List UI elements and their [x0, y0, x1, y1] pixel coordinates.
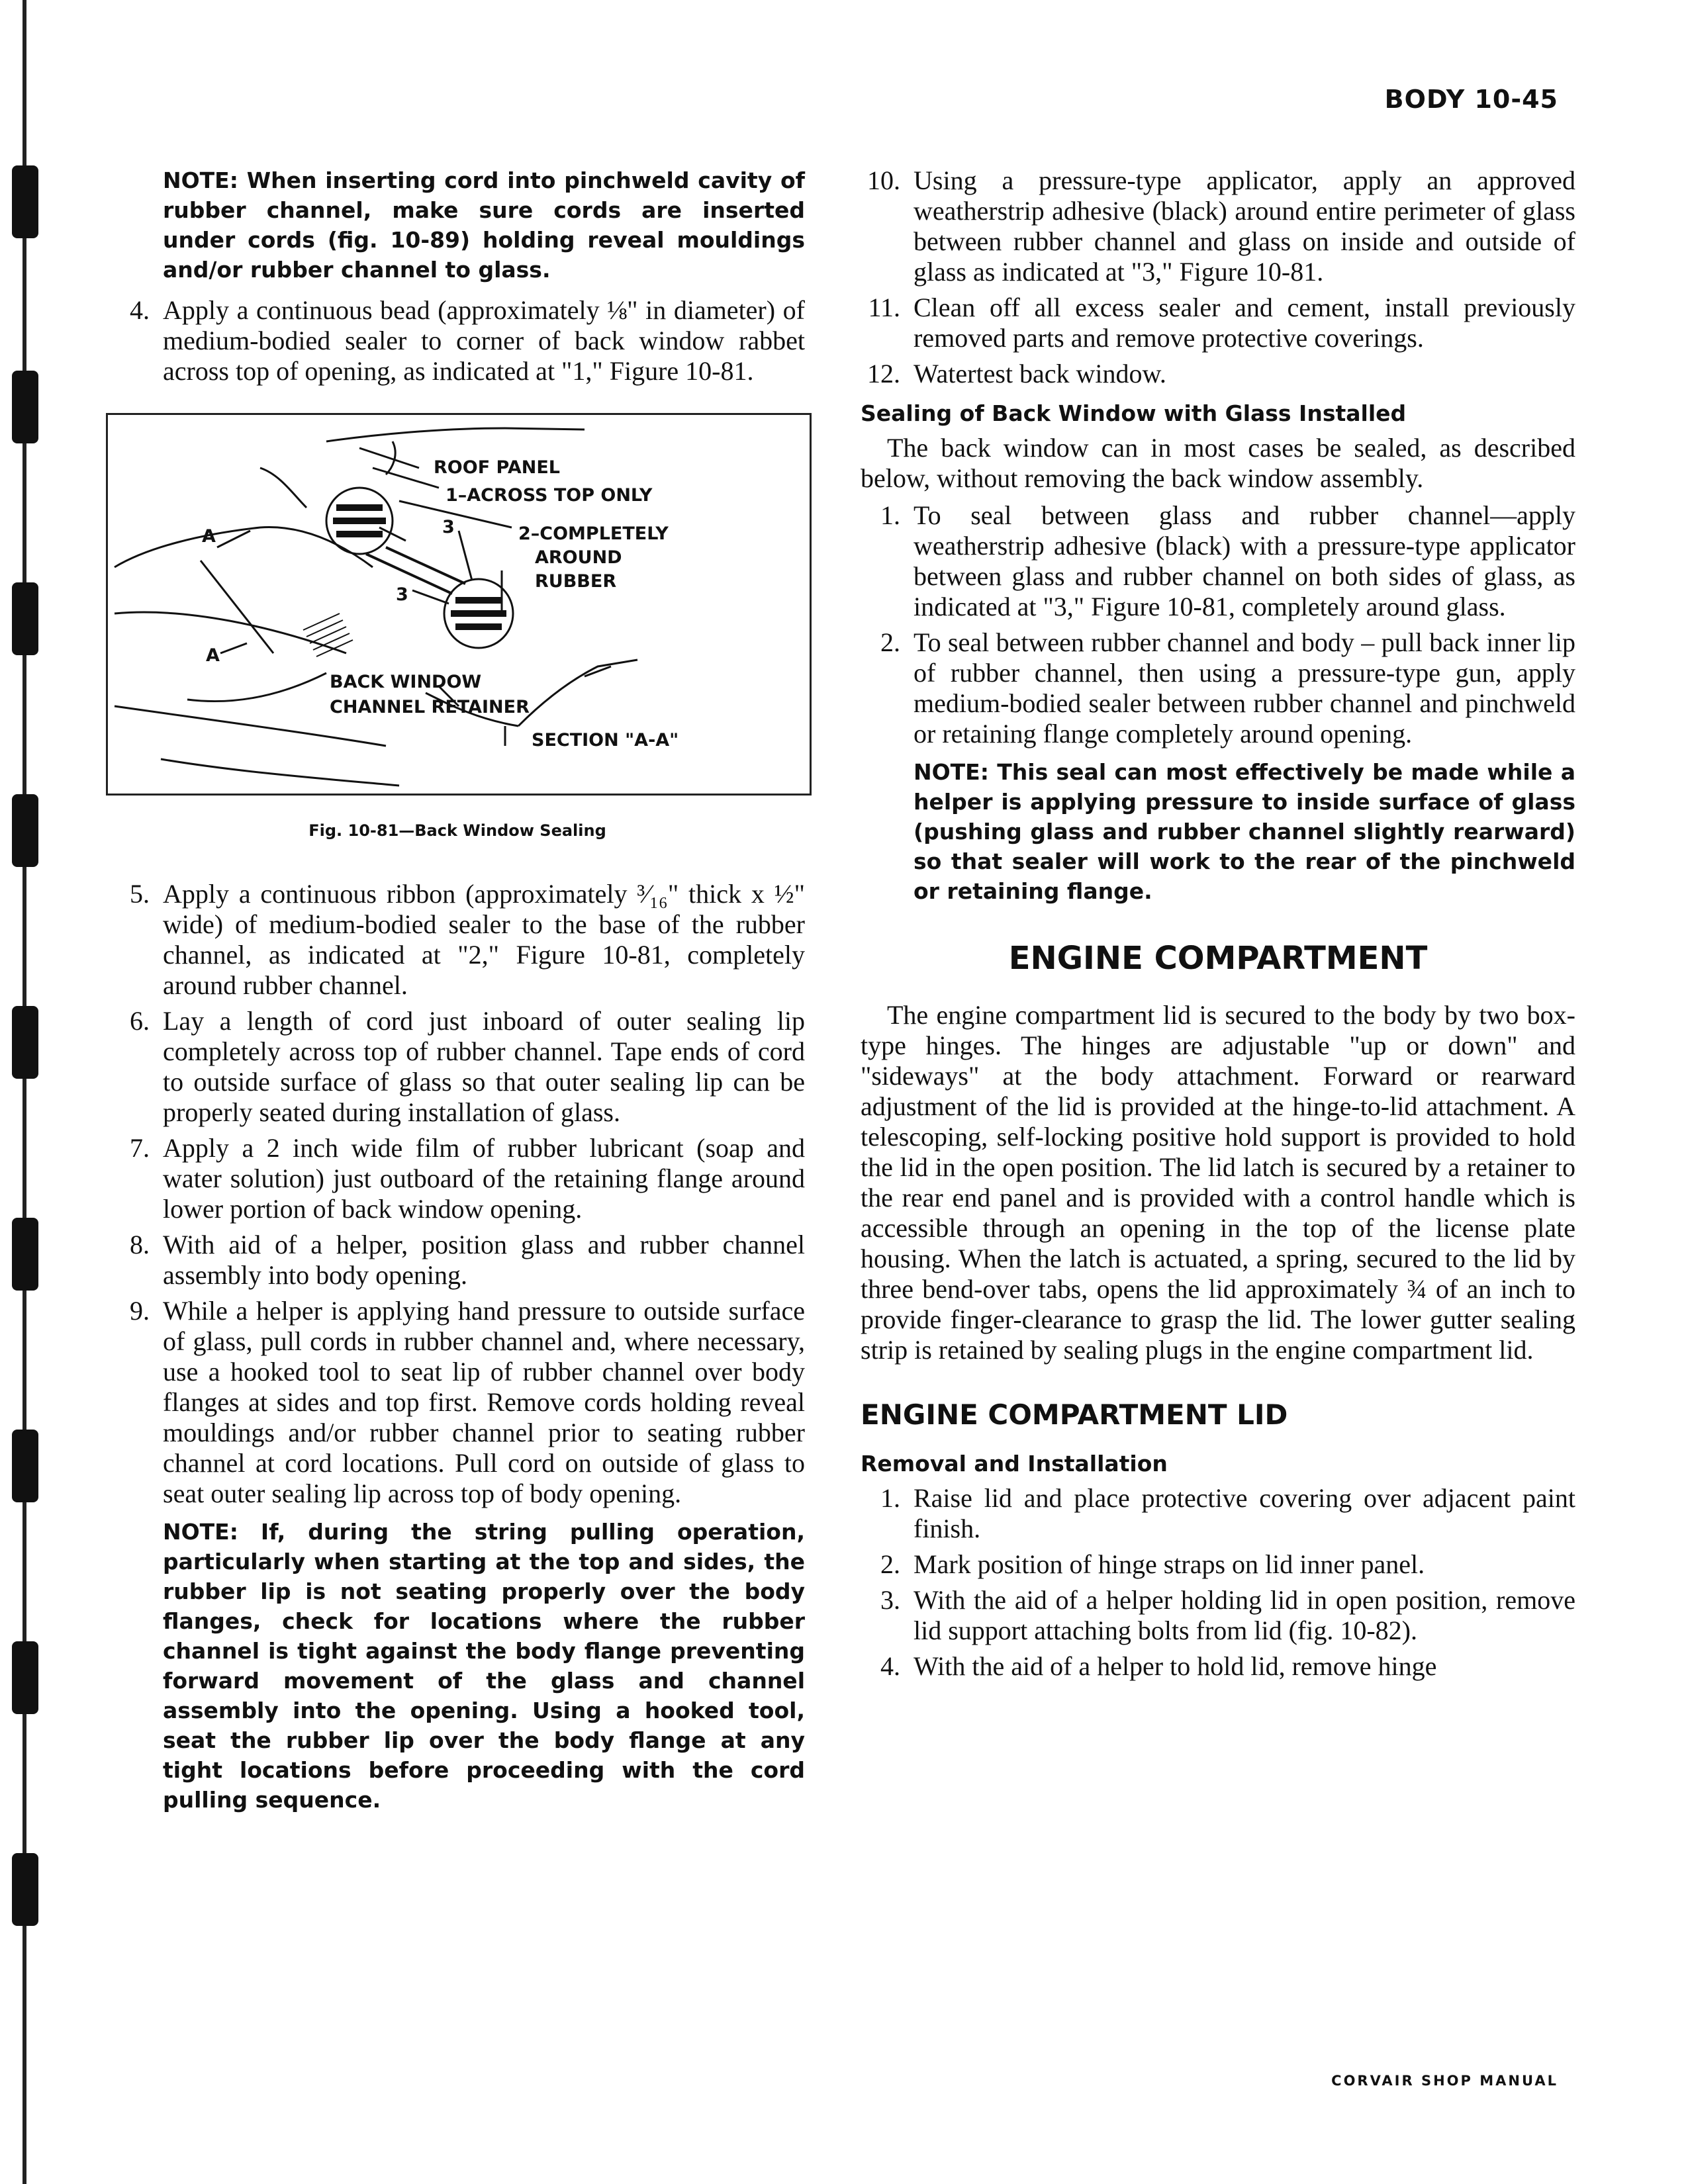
binding-hole — [12, 1430, 38, 1502]
page-header: BODY 10-45 — [1384, 85, 1558, 114]
subheading-removal: Removal and Installation — [861, 1451, 1168, 1477]
step-number: 4. — [880, 1651, 900, 1681]
label-three-b: 3 — [396, 584, 408, 605]
step-text: Mark position of hinge straps on lid inner panel. — [914, 1549, 1425, 1579]
step-text: Using a pressure-type applicator, apply an approved weatherstrip adhesive (black) around entire perimeter of glass between rubber channel and glass on inside and outside of glass as indicated at "3," Figure 10-81. — [914, 165, 1575, 287]
list-item — [110, 1133, 805, 1224]
list-item — [110, 1296, 805, 1509]
list-item — [110, 1230, 805, 1291]
left-column — [110, 165, 805, 1825]
step-number: 7. — [130, 1133, 150, 1163]
step-number: 1. — [880, 500, 900, 530]
removal-steps-list — [861, 1483, 1575, 1682]
label-section-a-a: SECTION "A-A" — [532, 730, 679, 751]
figure-caption: Fig. 10-81—Back Window Sealing — [308, 821, 606, 840]
binding-hole — [12, 1218, 38, 1291]
step-number: 3. — [880, 1585, 900, 1615]
step-text: With aid of a helper, position glass and rubber channel assembly into body opening. — [163, 1230, 805, 1290]
list-item — [110, 295, 805, 387]
step-number: 9. — [130, 1296, 150, 1326]
list-item — [110, 1006, 805, 1128]
label-around: AROUND — [535, 547, 622, 568]
list-item — [861, 293, 1575, 353]
step-text: To seal between glass and rubber channel—apply weatherstrip adhesive (black) with a pressure-type applicator between glass and rubber channel on both sides of glass, as indicated at "3," Figure 10-81, completely around glass. — [914, 500, 1575, 621]
step-number: 5. — [130, 879, 150, 909]
list-item — [861, 500, 1575, 622]
step-number: 6. — [130, 1006, 150, 1036]
step-number: 1. — [880, 1483, 900, 1513]
step-text: Apply a continuous ribbon (approximately ³⁄₁₆" thick x ½" wide) of medium-bodied sealer to the base of the rubber channel, as indicated at "2," Figure 10-81, completely around rubber channel. — [163, 879, 805, 1000]
subheading-sealing: Sealing of Back Window with Glass Installed — [861, 400, 1407, 426]
step-text: With the aid of a helper holding lid in open position, remove lid support attaching bolts from lid (fig. 10-82). — [914, 1585, 1575, 1645]
step-text: To seal between rubber channel and body – pull back inner lip of rubber channel, then using a pressure-type gun, apply medium-bodied sealer between rubber channel and pinchweld or retaining flange completely around opening. — [914, 627, 1575, 749]
list-item — [110, 879, 805, 1001]
back-window-diagram — [108, 415, 810, 794]
step-text: Apply a 2 inch wide film of rubber lubricant (soap and water solution) just outboard of the retaining flange around lower portion of back window opening. — [163, 1133, 805, 1224]
label-section-a-top: A — [202, 526, 216, 547]
list-item — [861, 1651, 1575, 1682]
step-number: 2. — [880, 1549, 900, 1579]
step-text: Apply a continuous bead (approximately ⅛" in diameter) of medium-bodied sealer to corner of back window rabbet across top of opening, as indicated at "1," Figure 10-81. — [163, 295, 805, 386]
steps-list-c — [861, 165, 1575, 389]
figure-back-window-sealing — [106, 413, 812, 796]
step-number: 10. — [867, 165, 900, 195]
label-rubber: RUBBER — [535, 571, 617, 592]
binding-edge — [0, 0, 41, 2184]
step-number: 2. — [880, 627, 900, 657]
step-text: While a helper is applying hand pressure to outside surface of glass, pull cords in rubber channel and, where necessary, use a hooked tool to seat lip of rubber channel over body flanges at sides and top first. Remove cords holding reveal mouldings and/or rubber channel prior to seating rubber channel at cord locations. Pull cord on outside of glass to seat outer sealing lip across top of body opening. — [163, 1296, 805, 1508]
step-text: With the aid of a helper to hold lid, remove hinge — [914, 1651, 1437, 1681]
steps-list-a — [110, 295, 805, 387]
label-across-top: 1–ACROSS TOP ONLY — [445, 485, 653, 506]
sealing-steps-list — [861, 500, 1575, 749]
step-number: 11. — [868, 293, 900, 322]
label-section-a-bottom: A — [206, 645, 220, 666]
list-item — [861, 165, 1575, 287]
label-three-a: 3 — [442, 517, 455, 537]
step-number: 4. — [130, 295, 150, 325]
label-completely: 2–COMPLETELY — [518, 523, 669, 544]
binding-hole — [12, 582, 38, 655]
step-text: Watertest back window. — [914, 359, 1166, 388]
engine-compartment-text: The engine compartment lid is secured to the body by two box-type hinges. The hinges are adjustable "up or down" and "sideways" at the body attachment. Forward or rearward adjustment of the lid is provided at the hinge-to-lid attachment. A telescoping, self-locking positive hold support is provided to hold the lid in the open position. The lid latch is secured by a retainer to the rear end panel and is provided with a control handle which is accessible through an opening in the top of the license plate housing. When the latch is actuated, a spring, secured to the lid by three bend-over tabs, opens the lid approximately ¾ of an inch to provide finger-clearance to grasp the lid. The lower gutter sealing strip is retained by sealing plugs in the engine compartment lid. — [861, 1000, 1575, 1365]
sealing-intro: The back window can in most cases be sealed, as described below, without removing the back window assembly. — [861, 433, 1575, 493]
step-text: Lay a length of cord just inboard of outer sealing lip completely across top of rubber channel. Tape ends of cord to outside surface of glass so that outer sealing lip can be properly seated during installation of glass. — [163, 1006, 805, 1127]
step-text: Clean off all excess sealer and cement, install previously removed parts and remove protective coverings. — [914, 293, 1575, 353]
section-heading-engine-lid: ENGINE COMPARTMENT LID — [861, 1398, 1288, 1431]
label-back-window: BACK WINDOW — [330, 672, 482, 692]
binding-hole — [12, 1006, 38, 1079]
binding-hole — [12, 165, 38, 238]
note-cord-insertion: NOTE: When inserting cord into pinchweld cavity of rubber channel, make sure cords are inserted under cords (fig. 10-89) holding reveal mouldings and/or rubber channel to glass. — [163, 167, 805, 283]
binding-hole — [12, 1853, 38, 1926]
list-item — [861, 1549, 1575, 1580]
label-roof-panel: ROOF PANEL — [434, 457, 560, 478]
binding-hole — [12, 794, 38, 867]
list-item — [861, 359, 1575, 389]
list-item — [861, 627, 1575, 749]
label-channel-retainer: CHANNEL RETAINER — [330, 697, 530, 717]
page-footer: CORVAIR SHOP MANUAL — [1331, 2073, 1558, 2089]
section-heading-engine-compartment: ENGINE COMPARTMENT — [1008, 940, 1428, 977]
binding-hole — [12, 371, 38, 443]
step-number: 12. — [867, 359, 900, 388]
step-text: Raise lid and place protective covering over adjacent paint finish. — [914, 1483, 1575, 1543]
step-number: 8. — [130, 1230, 150, 1259]
note-string-pulling: NOTE: If, during the string pulling operation, particularly when starting at the top and sides, the rubber lip is not seating properly over the body flanges, check for locations where the rubber channel is tight against the body flange preventing forward movement of the glass and channel assembly into the opening. Using a hooked tool, seat the rubber lip over the body flange at any tight locations before proceeding with the cord pulling sequence. — [163, 1519, 805, 1813]
steps-list-b — [110, 879, 805, 1509]
right-column — [861, 165, 1575, 1690]
list-item — [861, 1585, 1575, 1646]
binding-hole — [12, 1641, 38, 1714]
note-sealing: NOTE: This seal can most effectively be made while a helper is applying pressure to inside surface of glass (pushing glass and rubber channel slightly rearward) so that sealer will work to the rear of the pinchweld or retaining flange. — [914, 759, 1575, 904]
list-item — [861, 1483, 1575, 1544]
